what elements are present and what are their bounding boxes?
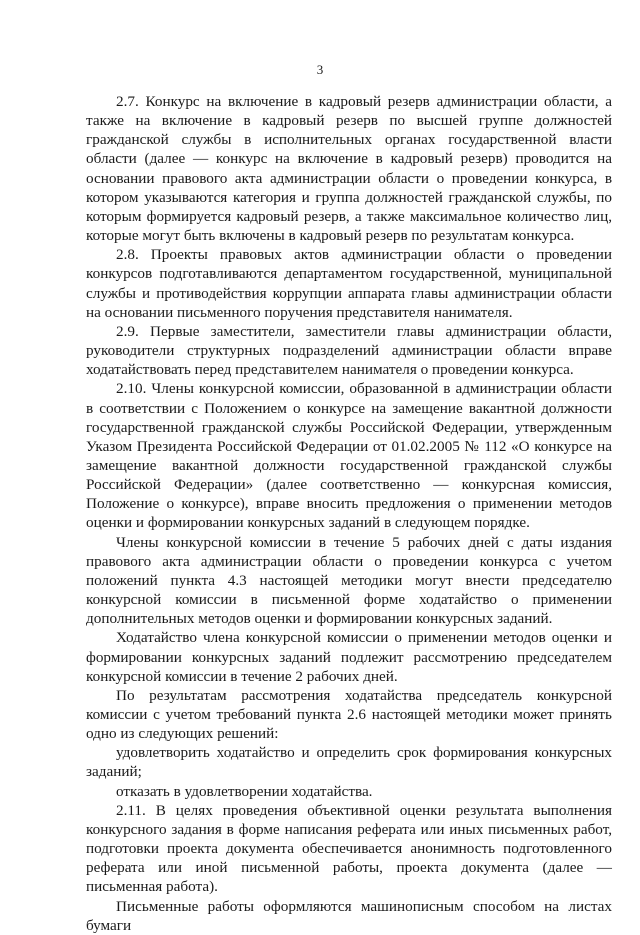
paragraph-2-10: 2.10. Члены конкурсной комиссии, образованной в администрации области в соответствии с Положением о конкурсе на замещение вакантной должности государственной гражданской службы Российской Федерации, утвержденным Указом Президента Российской Федерации от 01.02.2005 № 112 «О конкурсе на замещение вакантной должности государственной гражданской службы Российской Федерации» (далее соответственно — конкурсная комиссия, Положение о конкурсе), вправе вносить предложения о применении методов оценки и формировании конкурсных заданий в следующем порядке. <box>86 380 612 532</box>
paragraph-2-11: 2.11. В целях проведения объективной оценки результата выполнения конкурсного задания в форме написания реферата или иных письменных работ, подготовки проекта документа обеспечивается анонимность подготовленного реферата или иной письменной работы, проекта документа (далее — письменная работа). <box>86 801 612 896</box>
paragraph-2-8: 2.8. Проекты правовых актов администрации области о проведении конкурсов подготавливаются департаментом государственной, муниципальной службы и противодействия коррупции аппарата главы администрации области на основании письменного поручения представителя нанимателя. <box>86 246 612 321</box>
paragraph-decision-refuse: отказать в удовлетворении ходатайства. <box>116 782 373 800</box>
paragraph-petition-review: Ходатайство члена конкурсной комиссии о применении методов оценки и формировании конкурсных заданий подлежит рассмотрению председателем конкурсной комиссии в течение 2 рабочих дней. <box>86 629 612 685</box>
paragraph-review-results: По результатам рассмотрения ходатайства председатель конкурсной комиссии с учетом требований пункта 2.6 настоящей методики может принять одно из следующих решений: <box>86 686 612 743</box>
document-body <box>86 92 612 935</box>
paragraph-decision-approve: удовлетворить ходатайство и определить срок формирования конкурсных заданий; <box>86 744 612 781</box>
page-number: 3 <box>316 62 324 77</box>
paragraph-2-7: 2.7. Конкурс на включение в кадровый резерв администрации области, а также на включение в кадровый резерв по высшей группе должностей гражданской службы в исполнительных органах государственной власти области (далее — конкурс на включение в кадровый резерв) проводится на основании правового акта администрации области о проведении конкурса, в котором указываются категория и группа должностей гражданской службы, по которым формируется кадровый резерв, а также максимальное количество лиц, которые могут быть включены в кадровый резерв по результатам конкурса. <box>86 93 612 245</box>
paragraph-members-deadline: Члены конкурсной комиссии в течение 5 рабочих дней с даты издания правового акта администрации области о проведении конкурса с учетом положений пункта 4.3 настоящей методики могут внести председателю конкурсной комиссии в письменной форме ходатайство о применении дополнительных методов оценки и формировании конкурсных заданий. <box>86 533 612 628</box>
paragraph-written-works: Письменные работы оформляются машинописным способом на листах бумаги <box>86 897 612 934</box>
paragraph-2-9: 2.9. Первые заместители, заместители главы администрации области, руководители структурных подразделений администрации области вправе ходатайствовать перед представителем нанимателя о проведении конкурса. <box>86 322 612 379</box>
